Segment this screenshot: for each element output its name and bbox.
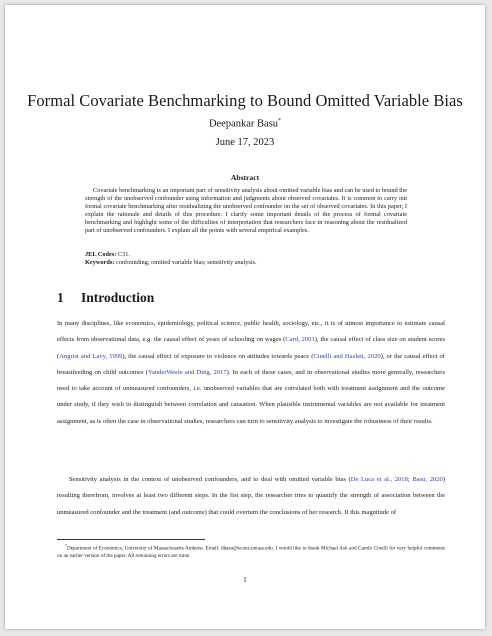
body-text: ) resulting therefrom, involves at least two different steps. In the fist step, the researcher tries to quantify the strength of association between the unmeasured confounder and the treatment (and outcome) that could overturn the conclusions of her research. If this magnitude of [57,476,445,516]
citation-link[interactable]: De Luca et al., 2018 [350,476,408,483]
footnote-text: Department of Economics, University of Massachusetts Amherst. Email: dbasu@econs.umass.edu. I would like to thank Michael Ash and Carolo Cinelli for very helpful comments on an earlier version of the paper. All remaining errors are mine. [57,545,445,560]
keywords-label: Keywords: [85,259,115,266]
intro-paragraph-2 [57,472,445,521]
body-text: ; [407,476,413,483]
author-name: Deepankar Basu [208,118,279,130]
abstract-text: Covariate benchmarking is an important part of sensitivity analysis about omitted variable bias and can be used to bound the strength of the unobserved confounder using information and judgments about observed covariates. It is common to carry out formal covariate benchmarking after residualizing the unobserved confounder on the set of observed covariates. In this paper, I explain the rationale and details of this procedure. I clarify some important details of the process of formal covariate benchmarking and highlight some of the difficulties of interpretation that researchers face in reasoning about the residualized part of unobserved confounders. I explain all the points with several empirical examples. [85,187,407,235]
paper-date: June 17, 2023 [215,137,275,148]
keywords-value: confounding; omitted variable bias; sensitivity analysis. [114,259,257,266]
author-footnote-mark: * [278,118,282,124]
section-title: Introduction [81,290,155,305]
citation-link[interactable]: Cinelli and Hazlett, 2020 [313,352,381,360]
section-number: 1 [57,290,64,305]
citation-link[interactable]: Card, 2001 [285,336,315,344]
body-text: ). In each of these cases, and in observational studies more generally, researchers need to take account of unmeasured confounders, i.e. unobserved variables that are correlated both with treatment assignment and the outcome under study, if they wish to distinguish between correlation and causation. When plausible instrumental variables are not available for treatment assignment, as is often the case in observational studies, researchers can turn to sensitivity analysis to investigate the robustness of their results. [57,368,446,425]
footnote-rule [57,539,205,540]
section-heading [57,290,154,306]
page-number: 1 [243,575,247,584]
intro-paragraph-1 [57,316,445,430]
paper-title: Formal Covariate Benchmarking to Bound Omitted Variable Bias [27,91,463,110]
jel-label: JEL Codes: [85,251,117,258]
citation-link[interactable]: Angrist and Lavy, 1999 [59,352,123,360]
footnote-mark: * [65,543,67,548]
footnote [57,542,445,561]
body-text: ), the causal effect of class size on student scores ( [57,336,446,360]
abstract-heading: Abstract [230,173,260,182]
body-text: In many disciplines, like economics, epidemiology, political science, public health, sociology, etc., it is of utmost importance to estimate causal effects from observational data, e.g. the causal effect of years of schooling on wages ( [57,320,445,344]
body-text: Sensitivity analysis in the context of unobserved confounders, and to deal with omitted variable bias ( [69,476,351,483]
body-text: ), the causal effect of exposure to violence on attitudes towards peace ( [122,352,314,360]
author-line [5,118,485,130]
citation-link[interactable]: VanderWeele and Ding, 2017 [147,368,227,376]
jel-value: C31. [116,251,130,258]
citation-link[interactable]: Basu, 2020 [412,476,443,483]
body-text: ), or the causal effect of breastfeeding on child outcomes ( [57,352,445,376]
keywords [85,259,407,267]
jel-codes [85,251,407,259]
paper-page [5,5,485,629]
